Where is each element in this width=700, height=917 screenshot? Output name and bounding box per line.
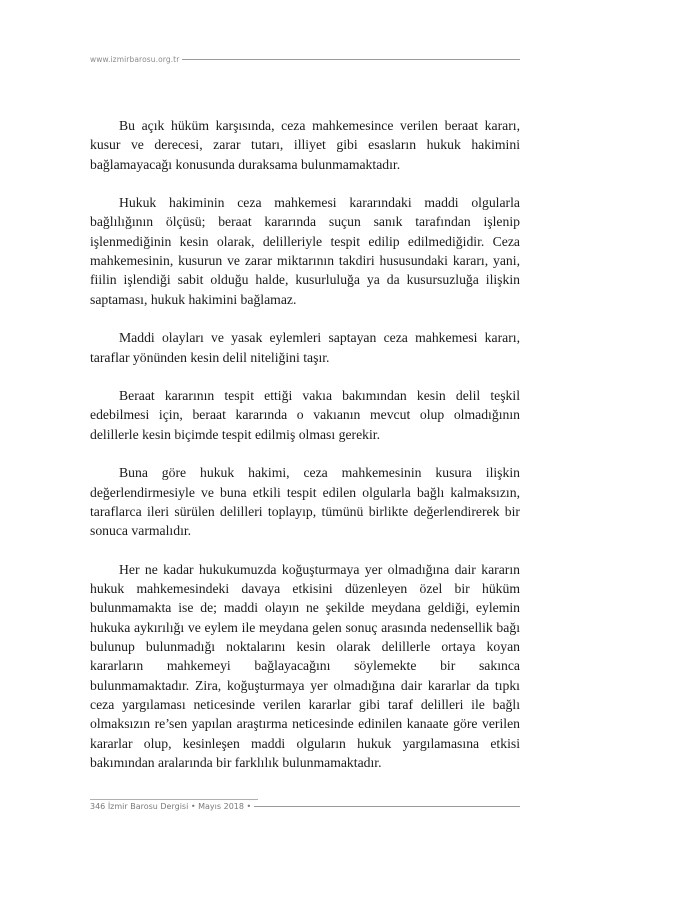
header-url: www.izmirbarosu.org.tr bbox=[90, 54, 180, 64]
page-header bbox=[90, 52, 520, 66]
paragraph-2: Hukuk hakiminin ceza mahkemesi kararındaki maddi olgularla bağlılığının ölçüsü; beraat kararında suçun sanık tarafından işlenip işlenmediğinin kesin olarak, delilleriyle tespit edilip edilmediğidir. Ceza mahkemesinin, kusurun ve zarar miktarının takdiri hususundaki kararı, yani, fiilin işlendiği sabit olduğu halde, kusurluluğa ya da kusursuzluğa ilişkin saptaması, hukuk hakimini bağlamaz. bbox=[90, 195, 520, 307]
body-text bbox=[90, 116, 520, 772]
header-rule bbox=[182, 59, 520, 60]
paragraph-4: Beraat kararının tespit ettiği vakıa bakımından kesin delil teşkil edebilmesi için, beraat kararında o vakıanın mevcut olup olmadığının delillerle kesin biçimde tespit edilmiş olması gerekir. bbox=[90, 388, 520, 442]
footer-top-rule bbox=[90, 799, 258, 800]
footer-text: 346 İzmir Barosu Dergisi • Mayıs 2018 • bbox=[90, 802, 252, 811]
page-footer bbox=[90, 799, 520, 815]
paragraph-3: Maddi olayları ve yasak eylemleri saptayan ceza mahkemesi kararı, taraflar yönünden kesin delil niteliğini taşır. bbox=[90, 330, 520, 365]
paragraph-5: Buna göre hukuk hakimi, ceza mahkemesinin kusura ilişkin değerlendirmesiyle ve buna etkili tespit edilen olgularla bağlı kalmaksızın, taraflarca ileri sürülen delilleri toplayıp, tümünü birlikte değerlendirerek bir sonuca varmalıdır. bbox=[90, 465, 520, 539]
paragraph-1: Bu açık hüküm karşısında, ceza mahkemesince verilen beraat kararı, kusur ve derecesi, zarar tutarı, illiyet gibi esasların hukuk hakimini bağlamayacağı konusunda duraksama bulunmamaktadır. bbox=[90, 118, 520, 172]
footer-row bbox=[90, 802, 520, 811]
paragraph-6: Her ne kadar hukukumuzda koğuşturmaya yer olmadığına dair kararın hukuk mahkemesindeki davaya etkisini düzenleyen özel bir hüküm bulunmamakta ise de; maddi olayın ne şekilde meydana geldiği, eylemin hukuka aykırılığı ve eylem ile meydana gelen sonuç arasında nedensellik bağı bulunup bulunmadığı noktalarını kesin olarak delillerle ortaya koyan kararların mahkemeyi bağlayacağını söylemekte bir sakınca bulunmamaktadır. Zira, koğuşturmaya yer olmadığına dair kararlar da tıpkı ceza yargılaması neticesinde verilen kararlar gibi taraf delilleri ile bağlı olmaksızın re’sen yapılan araştırma neticesinde edinilen kanaate göre verilen kararlar olup, kesinleşen maddi olguların hukuk yargılamasına etkisi bakımından aralarında bir farklılık bulunmamaktadır. bbox=[90, 561, 520, 770]
footer-rule bbox=[254, 806, 520, 807]
